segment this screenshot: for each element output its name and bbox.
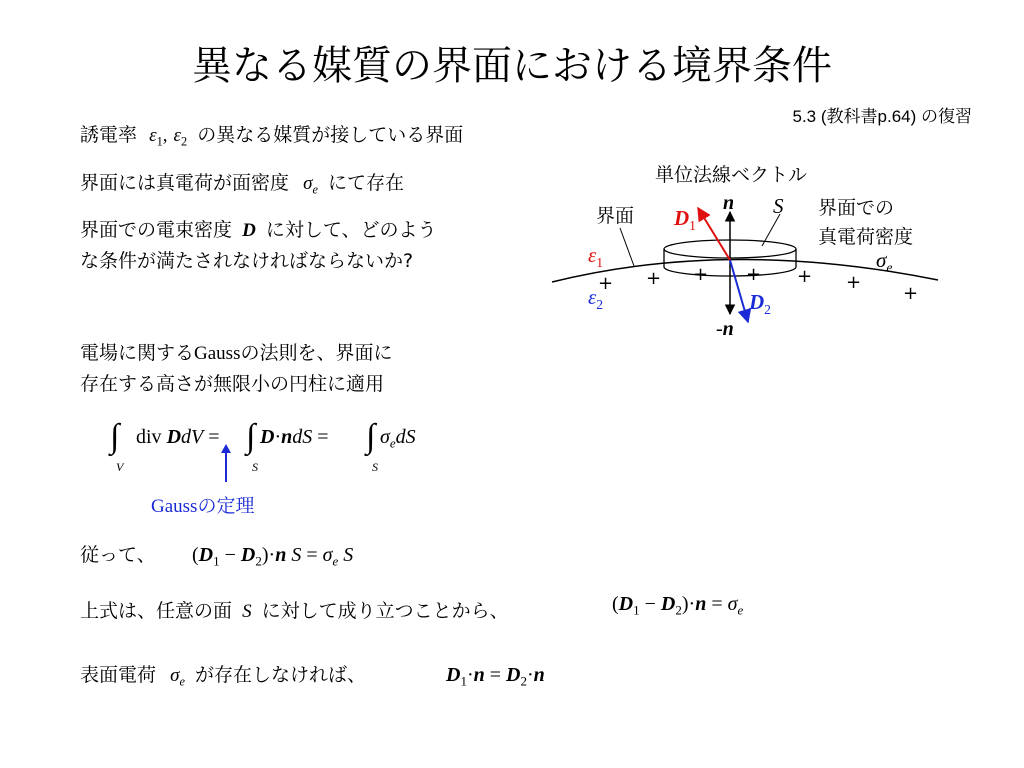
integral-sub-s1: S [252,460,258,474]
derivation-line-2-post: に対して成り立つことから、 [261,600,509,622]
equation-body-1: div DdV = [136,426,220,448]
epsilon-2-symbol: $\varepsilon_2$ [173,125,188,149]
equation-general: $(D_1 - D_2)\cdot n = \sigma_e$ [612,593,744,618]
epsilon-2-label: $\varepsilon_2$ [588,285,604,312]
integral-sign-s2: ∫ [366,418,376,455]
reference-note: 5.3 (教科書p.64) の復習 [792,107,972,126]
equation-body-3: $\sigma_edS$ [380,426,416,451]
integral-sub-s2: S [372,460,378,474]
plus-charge-2: + [646,268,662,289]
plus-charge-4: + [746,264,762,285]
D-symbol: D [242,220,256,241]
page-title: 異なる媒質の界面における境界条件 [192,43,832,89]
D2-label: $D_2$ [749,290,771,317]
intro-line-3-pre: 界面での電束密度 [80,219,233,241]
derivation-line-3 [80,660,366,689]
charge-density-label-1: 界面での [818,197,895,219]
interface-leader-line [620,228,634,266]
integral-sub-v: V [116,460,124,474]
intro-line-1 [80,120,463,149]
gauss-line-1-post: の法則を、界面に [240,342,393,364]
intro-line-1-pre: 誘電率 [80,124,138,146]
plus-charge-3: + [693,264,709,285]
gauss-line-2: 存在する高さが無限小の円柱に適用 [80,373,385,395]
derivation-line-3-post: が存在しなければ、 [194,664,366,686]
sigma-e-label: $\sigma_e$ [876,248,893,275]
normal-n-label: n [723,192,735,214]
gauss-theorem-arrow [218,444,234,484]
intro-line-2-pre: 界面には真電荷が面密度 [80,172,290,194]
D1-vector-arrow [698,208,730,260]
derivation-line-2 [80,596,509,623]
interface-label: 界面 [596,205,635,227]
sigma-e-symbol-2: $\sigma_e$ [170,665,185,689]
derivation-line-2-pre: 上式は、任意の面 [80,600,233,622]
D1-label: $D_1$ [674,206,696,233]
intro-line-4: な条件が満たされなければならないか? [80,250,414,272]
intro-line-2-post: にて存在 [327,172,404,194]
surface-S-label: S [773,194,784,218]
plus-charge-6: + [846,272,862,293]
equation-therefore: $(D_1 - D_2)\cdot n$ $S = \sigma_e$ S [192,544,354,569]
sigma-e-symbol: $\sigma_e$ [303,173,318,197]
gauss-theorem-label: Gaussの定理 [151,495,255,517]
equation-body-2: D·ndS = [260,426,329,448]
gauss-line-1-pre: 電場に関する [80,342,195,364]
intro-line-3-post: に対して、どのよう [265,219,437,241]
gauss-name: Gauss [194,343,241,364]
integral-sign-s1: ∫ [246,418,256,455]
plus-charge-1: + [598,273,614,294]
comma-symbol: , [162,125,168,146]
epsilon-1-label: $\varepsilon_1$ [588,243,604,270]
plus-charge-5: + [797,266,813,287]
intro-line-1-post: の異なる媒質が接している界面 [197,124,464,146]
S-symbol: S [242,601,252,622]
epsilon-1-symbol: $\varepsilon_1$ [149,125,163,149]
integral-sign-v: ∫ [110,418,120,455]
derivation-line-3-pre: 表面電荷 [80,664,157,686]
plus-charge-7: + [903,283,919,304]
equation-no-charge: $D_1\cdot n = D_2\cdot n$ [446,664,545,689]
charge-density-label-2: 真電荷密度 [818,226,914,248]
gauss-line-1 [80,338,392,365]
intro-line-3 [80,215,436,242]
therefore-text: 従って、 [80,544,156,566]
unit-normal-label: 単位法線ベクトル [655,164,808,186]
neg-normal-label: -n [716,318,734,340]
intro-line-2 [80,168,404,197]
